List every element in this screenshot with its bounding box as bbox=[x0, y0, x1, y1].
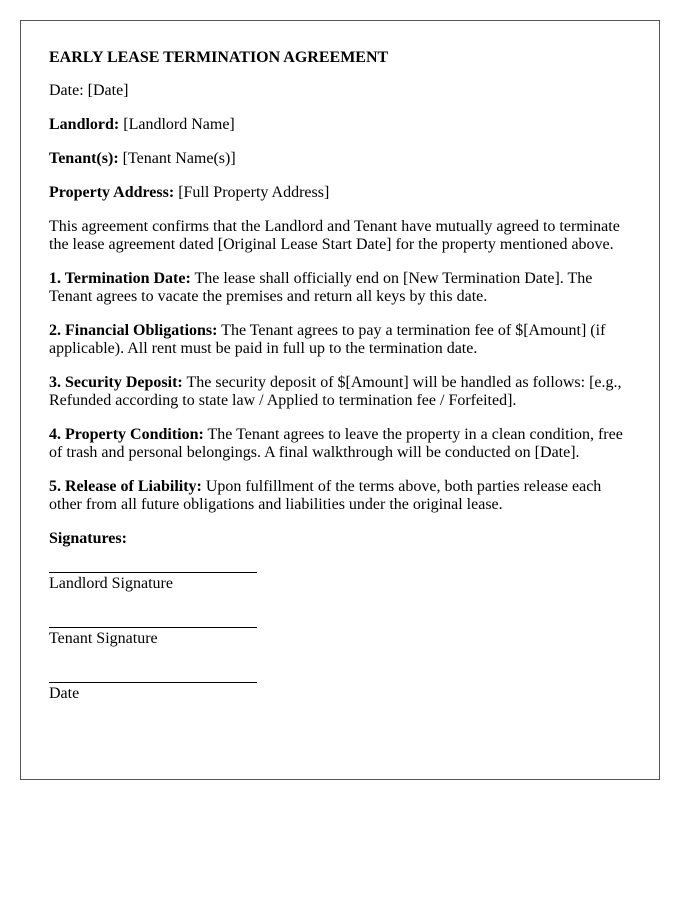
clause-text: The lease shall officially end on [New Termination Date]. The Tenant agrees to vacate the premises and return all keys by this date. bbox=[49, 270, 593, 305]
date-signature-line[interactable] bbox=[49, 682, 257, 683]
clause-termination-date bbox=[49, 270, 631, 306]
date-signature-block bbox=[49, 682, 257, 703]
tenant-signature-line[interactable] bbox=[49, 627, 257, 628]
landlord-signature-block bbox=[49, 572, 257, 593]
tenant-value: [Tenant Name(s)] bbox=[118, 150, 236, 167]
landlord-signature-line[interactable] bbox=[49, 572, 257, 573]
tenant-signature-label: Tenant Signature bbox=[49, 630, 158, 647]
clause-text: The Tenant agrees to pay a termination fee of $[Amount] (if applicable). All rent must be paid in full up to the termination date. bbox=[49, 322, 606, 357]
tenant-label: Tenant(s): bbox=[49, 150, 119, 167]
clause-security-deposit bbox=[49, 374, 631, 410]
clause-heading: 3. Security Deposit: bbox=[49, 374, 183, 391]
date-line: Date: [Date] bbox=[49, 82, 129, 99]
clause-heading: 5. Release of Liability: bbox=[49, 478, 202, 495]
landlord-label: Landlord: bbox=[49, 116, 120, 133]
tenant-signature-block bbox=[49, 627, 257, 648]
clause-financial-obligations bbox=[49, 322, 631, 358]
property-address-line bbox=[49, 184, 631, 202]
clause-release-of-liability bbox=[49, 478, 631, 514]
clause-text: Upon fulfillment of the terms above, both parties release each other from all future obligations and liabilities under the original lease. bbox=[49, 478, 602, 513]
intro-paragraph: This agreement confirms that the Landlord and Tenant have mutually agreed to terminate the lease agreement dated [Original Lease Start Date] for the property mentioned above. bbox=[49, 218, 620, 253]
clause-property-condition bbox=[49, 426, 631, 462]
clause-heading: 2. Financial Obligations: bbox=[49, 322, 218, 339]
signatures-heading: Signatures: bbox=[49, 530, 127, 547]
document-title: EARLY LEASE TERMINATION AGREEMENT bbox=[49, 49, 389, 66]
landlord-signature-label: Landlord Signature bbox=[49, 575, 173, 592]
clause-heading: 1. Termination Date: bbox=[49, 270, 191, 287]
landlord-value: [Landlord Name] bbox=[119, 116, 235, 133]
agreement-document bbox=[20, 20, 660, 780]
clause-text: The security deposit of $[Amount] will be handled as follows: [e.g., Refunded according to state law / Applied to termination fee / Forfeited]. bbox=[49, 374, 622, 409]
date-signature-label: Date bbox=[49, 685, 80, 702]
clause-text: The Tenant agrees to leave the property in a clean condition, free of trash and personal belongings. A final walkthrough will be conducted on [Date]. bbox=[49, 426, 623, 461]
clause-heading: 4. Property Condition: bbox=[49, 426, 204, 443]
tenant-line bbox=[49, 150, 631, 168]
property-address-label: Property Address: bbox=[49, 184, 175, 201]
landlord-line bbox=[49, 116, 631, 134]
property-address-value: [Full Property Address] bbox=[174, 184, 330, 201]
